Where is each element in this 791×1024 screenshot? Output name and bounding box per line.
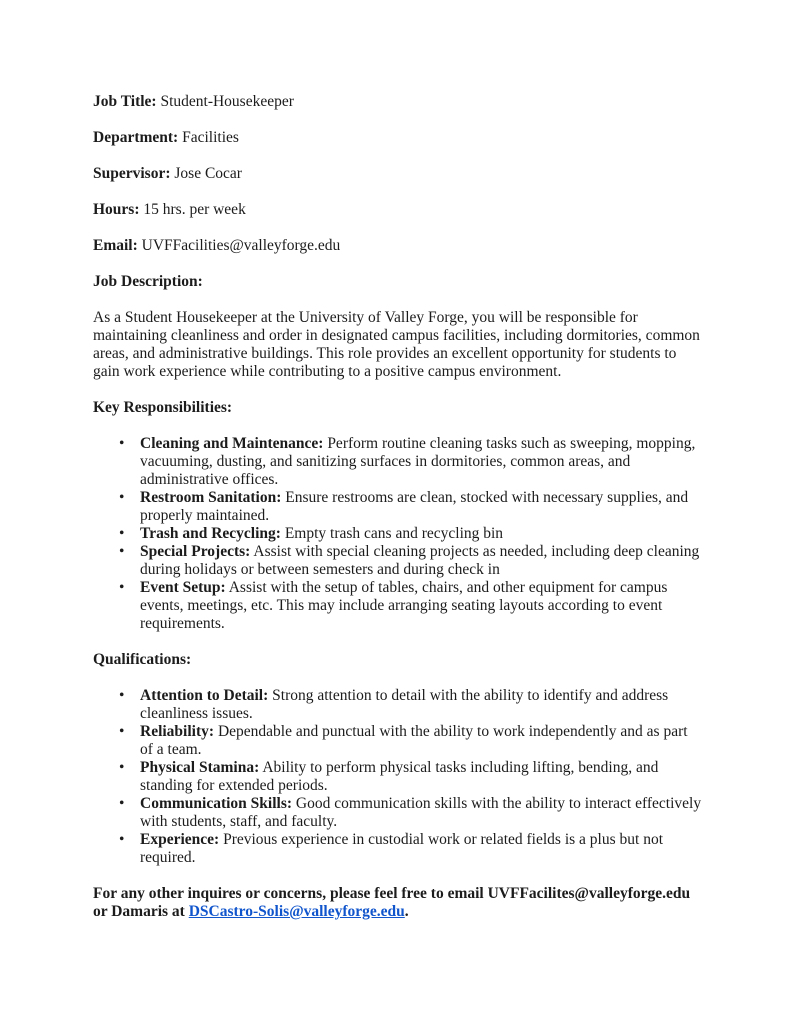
contact-note-text: For any other inquires or concerns, please feel free to email UVFFacilites@valleyforge.edu or Damaris at xyxy=(93,885,691,920)
list-item-text: Dependable and punctual with the ability to work independently and as part of a team. xyxy=(140,723,688,758)
list-item-text: Ability to perform physical tasks including lifting, bending, and standing for extended periods. xyxy=(140,759,659,794)
qualifications-heading: Qualifications: xyxy=(93,651,192,668)
list-item-text: Assist with the setup of tables, chairs, and other equipment for campus events, meetings, etc. This may include arranging seating layouts according to event requirements. xyxy=(140,579,668,632)
list-item xyxy=(140,579,703,633)
list-item-label: Special Projects: xyxy=(140,543,251,560)
list-item xyxy=(140,525,703,543)
list-item-text: Empty trash cans and recycling bin xyxy=(284,525,504,542)
list-item-text: Previous experience in custodial work or related fields is a plus but not required. xyxy=(140,831,663,866)
list-item xyxy=(140,435,703,489)
key-responsibilities-list xyxy=(93,435,703,633)
list-item-text: Perform routine cleaning tasks such as sweeping, mopping, vacuuming, dusting, and sanitizing surfaces in dormitories, common areas, and administrative offices. xyxy=(140,435,696,488)
meta-label: Hours: xyxy=(93,201,140,218)
list-item xyxy=(140,687,703,723)
list-item xyxy=(140,723,703,759)
meta-label: Job Title: xyxy=(93,93,157,110)
list-item-text: Strong attention to detail with the ability to identify and address cleanliness issues. xyxy=(140,687,669,722)
email-link[interactable]: DSCastro-Solis@valleyforge.edu xyxy=(188,903,405,920)
key-responsibilities-heading: Key Responsibilities: xyxy=(93,399,233,416)
contact-note xyxy=(93,885,703,921)
meta-value: UVFFacilities@valleyforge.edu xyxy=(141,237,341,254)
list-item-label: Experience: xyxy=(140,831,220,848)
list-item-text: Ensure restrooms are clean, stocked with necessary supplies, and properly maintained. xyxy=(140,489,689,524)
list-item xyxy=(140,489,703,525)
list-item xyxy=(140,831,703,867)
meta-value: Jose Cocar xyxy=(174,165,242,182)
job-description-body: As a Student Housekeeper at the University of Valley Forge, you will be responsible for maintaining cleanliness and order in designated campus facilities, including dormitories, common areas, and administrative buildings. This role provides an excellent opportunity for students to gain work experience while contributing to a positive campus environment. xyxy=(93,309,700,380)
meta-value: Facilities xyxy=(182,129,239,146)
list-item xyxy=(140,795,703,831)
list-item-label: Physical Stamina: xyxy=(140,759,260,776)
list-item-label: Communication Skills: xyxy=(140,795,293,812)
job-description-heading: Job Description: xyxy=(93,273,203,290)
meta-label: Email: xyxy=(93,237,138,254)
list-item-label: Event Setup: xyxy=(140,579,226,596)
meta-value: 15 hrs. per week xyxy=(143,201,246,218)
list-item-label: Attention to Detail: xyxy=(140,687,269,704)
list-item xyxy=(140,543,703,579)
list-item xyxy=(140,759,703,795)
meta-value: Student-Housekeeper xyxy=(160,93,294,110)
qualifications-list xyxy=(93,687,703,867)
list-item-label: Restroom Sanitation: xyxy=(140,489,282,506)
contact-note-period: . xyxy=(404,903,409,920)
meta-field-department xyxy=(93,129,703,147)
meta-field-supervisor xyxy=(93,165,703,183)
list-item-text: Assist with special cleaning projects as needed, including deep cleaning during holidays or between semesters and during check in xyxy=(140,543,700,578)
list-item-label: Cleaning and Maintenance: xyxy=(140,435,324,452)
list-item-label: Trash and Recycling: xyxy=(140,525,281,542)
meta-field-job-title xyxy=(93,93,703,111)
meta-label: Supervisor: xyxy=(93,165,171,182)
meta-field-email xyxy=(93,237,703,255)
list-item-label: Reliability: xyxy=(140,723,215,740)
meta-field-hours xyxy=(93,201,703,219)
meta-label: Department: xyxy=(93,129,179,146)
list-item-text: Good communication skills with the ability to interact effectively with students, staff, and faculty. xyxy=(140,795,702,830)
